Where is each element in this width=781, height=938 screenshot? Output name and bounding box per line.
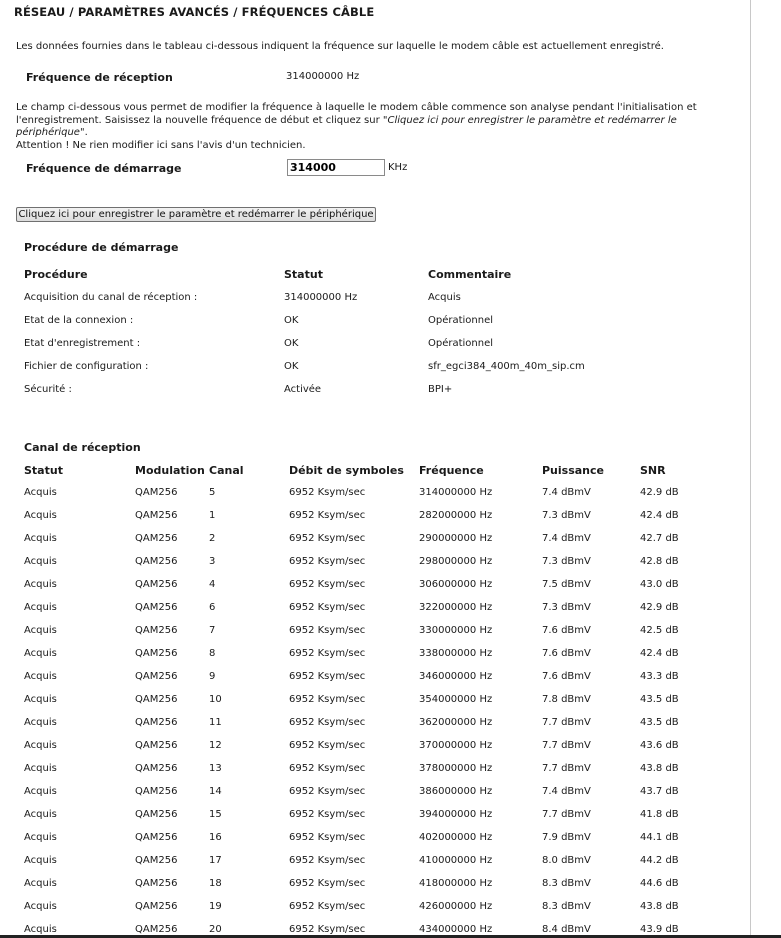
ds-cell-snr: 42.5 dB [640,625,679,636]
instructions-line2: l'enregistrement. Saisissez la nouvelle fréquence de début et cliquez sur [16,114,383,126]
ds-cell-modulation: QAM256 [135,901,178,912]
instructions-quote: "Cliquez ici pour enregistrer le paramètre et redémarrer le périphérique" [16,114,677,138]
ds-header-status: Statut [24,464,63,477]
ds-cell-modulation: QAM256 [135,878,178,889]
ds-cell-snr: 43.0 dB [640,579,679,590]
ds-cell-frequency: 370000000 Hz [419,740,493,751]
ds-cell-channel: 20 [209,924,222,935]
ds-cell-frequency: 330000000 Hz [419,625,493,636]
ds-cell-power: 7.6 dBmV [542,671,591,682]
ds-header-modulation: Modulation [135,464,205,477]
ds-cell-status: Acquis [24,625,57,636]
reception-frequency-label: Fréquence de réception [26,71,173,84]
ds-cell-modulation: QAM256 [135,694,178,705]
ds-cell-snr: 42.7 dB [640,533,679,544]
ds-cell-symbol-rate: 6952 Ksym/sec [289,786,366,797]
ds-cell-frequency: 346000000 Hz [419,671,493,682]
ds-cell-channel: 3 [209,556,216,567]
ds-cell-snr: 42.4 dB [640,648,679,659]
ds-cell-status: Acquis [24,809,57,820]
ds-cell-channel: 5 [209,487,216,498]
ds-cell-power: 7.4 dBmV [542,786,591,797]
ds-cell-status: Acquis [24,878,57,889]
ds-header-power: Puissance [542,464,604,477]
proc-cell-procedure: Etat de la connexion : [24,315,134,326]
ds-cell-frequency: 322000000 Hz [419,602,493,613]
ds-cell-status: Acquis [24,579,57,590]
ds-cell-snr: 44.6 dB [640,878,679,889]
ds-cell-status: Acquis [24,786,57,797]
ds-cell-frequency: 394000000 Hz [419,809,493,820]
ds-cell-channel: 8 [209,648,216,659]
ds-cell-symbol-rate: 6952 Ksym/sec [289,671,366,682]
ds-cell-channel: 7 [209,625,216,636]
downstream-title: Canal de réception [24,441,141,454]
instructions-warning: Attention ! Ne rien modifier ici sans l'avis d'un technicien. [16,139,306,151]
ds-cell-channel: 18 [209,878,222,889]
ds-cell-modulation: QAM256 [135,648,178,659]
ds-cell-modulation: QAM256 [135,510,178,521]
ds-cell-modulation: QAM256 [135,579,178,590]
ds-cell-channel: 11 [209,717,222,728]
ds-cell-modulation: QAM256 [135,602,178,613]
proc-cell-comment: BPI+ [428,384,453,395]
ds-cell-channel: 2 [209,533,216,544]
ds-cell-symbol-rate: 6952 Ksym/sec [289,924,366,935]
ds-cell-status: Acquis [24,533,57,544]
ds-cell-channel: 13 [209,763,222,774]
ds-cell-frequency: 410000000 Hz [419,855,493,866]
ds-cell-symbol-rate: 6952 Ksym/sec [289,901,366,912]
ds-cell-snr: 43.7 dB [640,786,679,797]
ds-cell-frequency: 306000000 Hz [419,579,493,590]
ds-cell-symbol-rate: 6952 Ksym/sec [289,832,366,843]
ds-cell-snr: 43.6 dB [640,740,679,751]
ds-cell-channel: 1 [209,510,216,521]
ds-cell-frequency: 290000000 Hz [419,533,493,544]
ds-cell-status: Acquis [24,901,57,912]
ds-cell-power: 7.9 dBmV [542,832,591,843]
ds-cell-snr: 43.3 dB [640,671,679,682]
ds-cell-snr: 44.2 dB [640,855,679,866]
ds-cell-frequency: 418000000 Hz [419,878,493,889]
proc-header-procedure: Procédure [24,268,88,281]
ds-cell-frequency: 298000000 Hz [419,556,493,567]
ds-cell-power: 7.3 dBmV [542,602,591,613]
proc-cell-comment: Opérationnel [428,315,494,326]
ds-cell-power: 7.5 dBmV [542,579,591,590]
ds-cell-frequency: 426000000 Hz [419,901,493,912]
ds-cell-modulation: QAM256 [135,924,178,935]
panel-border [750,0,751,938]
ds-cell-modulation: QAM256 [135,809,178,820]
instructions-line2-end: . [84,127,88,138]
ds-cell-status: Acquis [24,556,57,567]
proc-header-status: Statut [284,268,323,281]
ds-cell-channel: 10 [209,694,222,705]
proc-header-comment: Commentaire [428,268,512,281]
ds-cell-modulation: QAM256 [135,625,178,636]
ds-cell-channel: 17 [209,855,222,866]
ds-cell-symbol-rate: 6952 Ksym/sec [289,510,366,521]
ds-cell-frequency: 282000000 Hz [419,510,493,521]
ds-cell-snr: 42.9 dB [640,602,679,613]
ds-cell-power: 7.4 dBmV [542,487,591,498]
ds-cell-snr: 43.9 dB [640,924,679,935]
ds-cell-symbol-rate: 6952 Ksym/sec [289,763,366,774]
proc-cell-status: Activée [284,384,322,395]
proc-cell-comment: sfr_egci384_400m_40m_sip.cm [428,361,585,372]
ds-cell-modulation: QAM256 [135,533,178,544]
proc-cell-comment: Opérationnel [428,338,494,349]
ds-cell-symbol-rate: 6952 Ksym/sec [289,694,366,705]
ds-cell-frequency: 434000000 Hz [419,924,493,935]
ds-cell-modulation: QAM256 [135,855,178,866]
proc-cell-procedure: Sécurité : [24,384,72,395]
ds-cell-symbol-rate: 6952 Ksym/sec [289,878,366,889]
proc-cell-status: OK [284,361,299,372]
ds-cell-power: 7.6 dBmV [542,625,591,636]
ds-cell-power: 7.3 dBmV [542,556,591,567]
ds-cell-status: Acquis [24,602,57,613]
ds-cell-snr: 43.5 dB [640,717,679,728]
proc-cell-status: OK [284,338,299,349]
ds-cell-channel: 14 [209,786,222,797]
ds-cell-snr: 41.8 dB [640,809,679,820]
instructions-text [16,102,741,152]
ds-cell-status: Acquis [24,740,57,751]
ds-cell-symbol-rate: 6952 Ksym/sec [289,809,366,820]
ds-cell-channel: 6 [209,602,216,613]
ds-cell-status: Acquis [24,694,57,705]
ds-cell-modulation: QAM256 [135,832,178,843]
ds-cell-symbol-rate: 6952 Ksym/sec [289,602,366,613]
reception-frequency-value: 314000000 Hz [286,71,360,82]
ds-cell-power: 7.7 dBmV [542,740,591,751]
ds-cell-status: Acquis [24,924,57,935]
ds-cell-symbol-rate: 6952 Ksym/sec [289,625,366,636]
start-frequency-unit: KHz [388,162,408,173]
startup-procedure-title: Procédure de démarrage [24,241,179,254]
ds-cell-status: Acquis [24,855,57,866]
proc-cell-status: 314000000 Hz [284,292,358,303]
ds-cell-channel: 4 [209,579,216,590]
start-frequency-input[interactable] [287,159,385,176]
ds-cell-symbol-rate: 6952 Ksym/sec [289,717,366,728]
ds-cell-symbol-rate: 6952 Ksym/sec [289,855,366,866]
ds-cell-status: Acquis [24,648,57,659]
save-restart-button[interactable]: Cliquez ici pour enregistrer le paramètre et redémarrer le périphérique [16,207,376,222]
ds-cell-modulation: QAM256 [135,717,178,728]
ds-cell-snr: 44.1 dB [640,832,679,843]
proc-cell-procedure: Acquisition du canal de réception : [24,292,198,303]
ds-cell-snr: 43.8 dB [640,763,679,774]
ds-cell-power: 8.0 dBmV [542,855,591,866]
proc-cell-comment: Acquis [428,292,461,303]
ds-cell-power: 7.6 dBmV [542,648,591,659]
ds-cell-frequency: 362000000 Hz [419,717,493,728]
ds-cell-symbol-rate: 6952 Ksym/sec [289,533,366,544]
ds-cell-modulation: QAM256 [135,740,178,751]
ds-cell-symbol-rate: 6952 Ksym/sec [289,740,366,751]
ds-cell-channel: 12 [209,740,222,751]
ds-cell-frequency: 354000000 Hz [419,694,493,705]
ds-cell-snr: 42.4 dB [640,510,679,521]
ds-cell-symbol-rate: 6952 Ksym/sec [289,648,366,659]
intro-text: Les données fournies dans le tableau ci-dessous indiquent la fréquence sur laquelle le modem câble est actuellement enregistré. [16,41,664,52]
ds-cell-status: Acquis [24,510,57,521]
ds-header-snr: SNR [640,464,666,477]
proc-cell-procedure: Etat d'enregistrement : [24,338,141,349]
ds-cell-symbol-rate: 6952 Ksym/sec [289,579,366,590]
ds-cell-power: 7.4 dBmV [542,533,591,544]
proc-cell-procedure: Fichier de configuration : [24,361,149,372]
ds-header-symbol-rate: Débit de symboles [289,464,404,477]
ds-cell-snr: 43.8 dB [640,901,679,912]
ds-cell-status: Acquis [24,763,57,774]
ds-cell-frequency: 378000000 Hz [419,763,493,774]
ds-cell-snr: 43.5 dB [640,694,679,705]
ds-cell-frequency: 386000000 Hz [419,786,493,797]
ds-cell-channel: 19 [209,901,222,912]
page-title: RÉSEAU / PARAMÈTRES AVANCÉS / FRÉQUENCES CÂBLE [14,5,375,19]
start-frequency-label: Fréquence de démarrage [26,162,182,175]
ds-cell-snr: 42.9 dB [640,487,679,498]
ds-cell-power: 7.3 dBmV [542,510,591,521]
ds-cell-power: 8.3 dBmV [542,901,591,912]
ds-cell-status: Acquis [24,671,57,682]
ds-header-frequency: Fréquence [419,464,484,477]
instructions-line1: Le champ ci-dessous vous permet de modifier la fréquence à laquelle le modem câble commence son analyse pendant l'initialisation et [16,102,697,113]
ds-cell-symbol-rate: 6952 Ksym/sec [289,487,366,498]
ds-cell-frequency: 314000000 Hz [419,487,493,498]
ds-cell-channel: 9 [209,671,216,682]
ds-cell-modulation: QAM256 [135,487,178,498]
ds-cell-status: Acquis [24,832,57,843]
ds-cell-modulation: QAM256 [135,763,178,774]
ds-cell-channel: 15 [209,809,222,820]
ds-header-channel: Canal [209,464,244,477]
ds-cell-snr: 42.8 dB [640,556,679,567]
ds-cell-status: Acquis [24,717,57,728]
ds-cell-power: 7.8 dBmV [542,694,591,705]
ds-cell-modulation: QAM256 [135,786,178,797]
proc-cell-status: OK [284,315,299,326]
ds-cell-power: 8.4 dBmV [542,924,591,935]
ds-cell-modulation: QAM256 [135,556,178,567]
ds-cell-power: 7.7 dBmV [542,809,591,820]
ds-cell-power: 7.7 dBmV [542,763,591,774]
ds-cell-channel: 16 [209,832,222,843]
ds-cell-frequency: 402000000 Hz [419,832,493,843]
ds-cell-status: Acquis [24,487,57,498]
ds-cell-power: 8.3 dBmV [542,878,591,889]
ds-cell-frequency: 338000000 Hz [419,648,493,659]
ds-cell-power: 7.7 dBmV [542,717,591,728]
ds-cell-symbol-rate: 6952 Ksym/sec [289,556,366,567]
ds-cell-modulation: QAM256 [135,671,178,682]
